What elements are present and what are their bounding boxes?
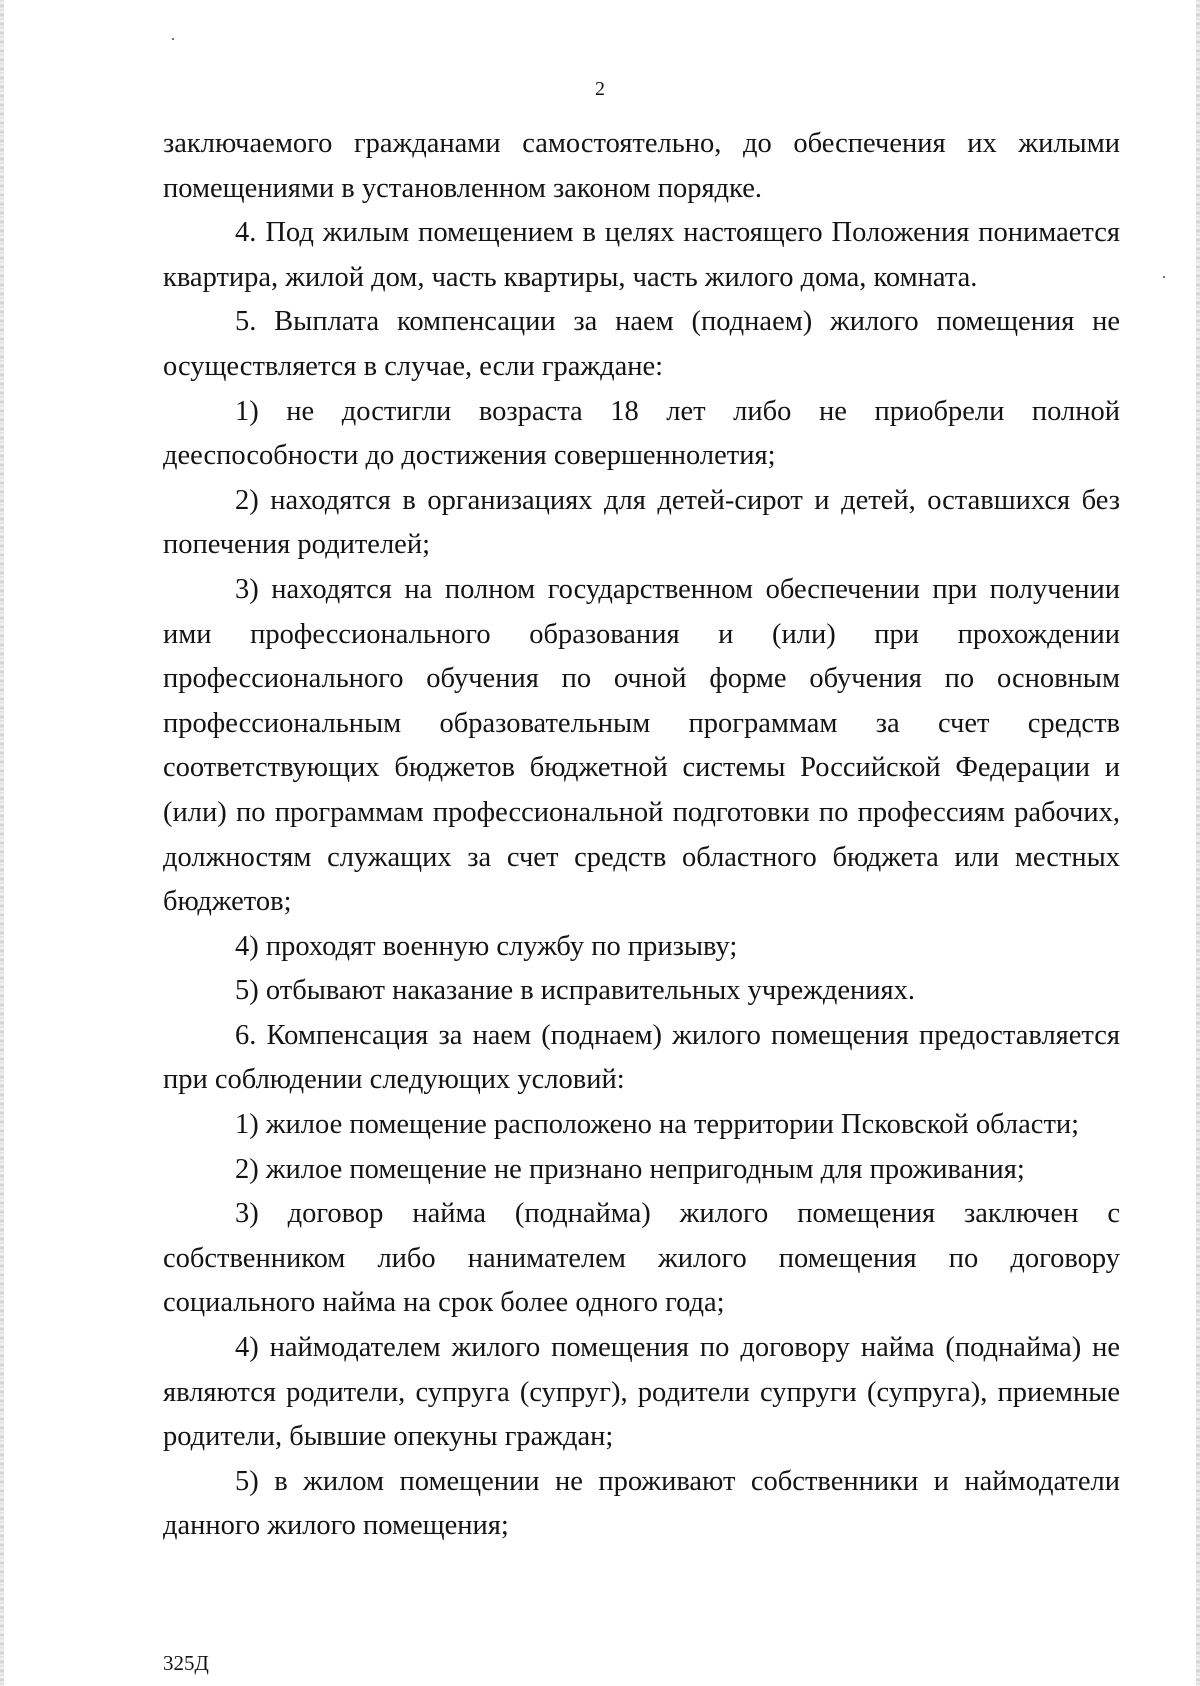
paragraph: 3) договор найма (поднайма) жилого помещения заключен с собственником либо нанимателем жилого помещения по договору социального найма на срок более одного года; [163, 1198, 1120, 1319]
paragraph: 3) находятся на полном государственном обеспечении при получении ими профессионального образования и (или) при прохождении профессионального обучения по очной форме обучения по основным профессиональным образовательным программам за счет средств соответствующих бюджетов бюджетной системы Российской Федерации и (или) по программам профессиональной подготовки по профессиям рабочих, должностям служащих за счет средств областного бюджета или местных бюджетов; [163, 573, 1120, 918]
scan-right-edge [1196, 0, 1200, 1686]
paragraph: 2) жилое помещение не признано непригодным для проживания; [235, 1153, 1025, 1185]
paragraph: 5) в жилом помещении не проживают собственники и наймодатели данного жилого помещения; [163, 1465, 1120, 1542]
paragraph: 1) не достигли возраста 18 лет либо не приобрели полной дееспособности до достижения совершеннолетия; [163, 395, 1120, 472]
paragraph: 1) жилое помещение расположено на территории Псковской области; [235, 1109, 1080, 1141]
scan-speck [1163, 276, 1165, 278]
paragraph: 4. Под жилым помещением в целях настоящего Положения понимается квартира, жилой дом, часть квартиры, часть жилого дома, комната. [163, 217, 1120, 293]
page-number: 2 [595, 78, 605, 100]
paragraph: 5) отбывают наказание в исправительных учреждениях. [235, 975, 915, 1007]
document-code: 325Д [163, 1651, 209, 1675]
paragraph: 6. Компенсация за наем (поднаем) жилого помещения предоставляется при соблюдении следующих условий: [163, 1019, 1120, 1096]
scan-speck [172, 38, 174, 40]
scan-left-edge [0, 0, 4, 1686]
paragraph: 2) находятся в организациях для детей-сирот и детей, оставшихся без попечения родителей; [163, 484, 1120, 561]
paragraph: 4) проходят военную службу по призыву; [235, 930, 738, 962]
paragraph: 5. Выплата компенсации за наем (поднаем) жилого помещения не осуществляется в случае, если граждане: [163, 306, 1120, 382]
paragraph: 4) наймодателем жилого помещения по договору найма (поднайма) не являются родители, супруга (супруг), родители супруги (супруга), приемные родители, бывшие опекуны граждан; [163, 1332, 1120, 1453]
paragraph: заключаемого гражданами самостоятельно, до обеспечения их жилыми помещениями в установленном законом порядке. [163, 128, 1120, 204]
document-body [163, 122, 1120, 1549]
